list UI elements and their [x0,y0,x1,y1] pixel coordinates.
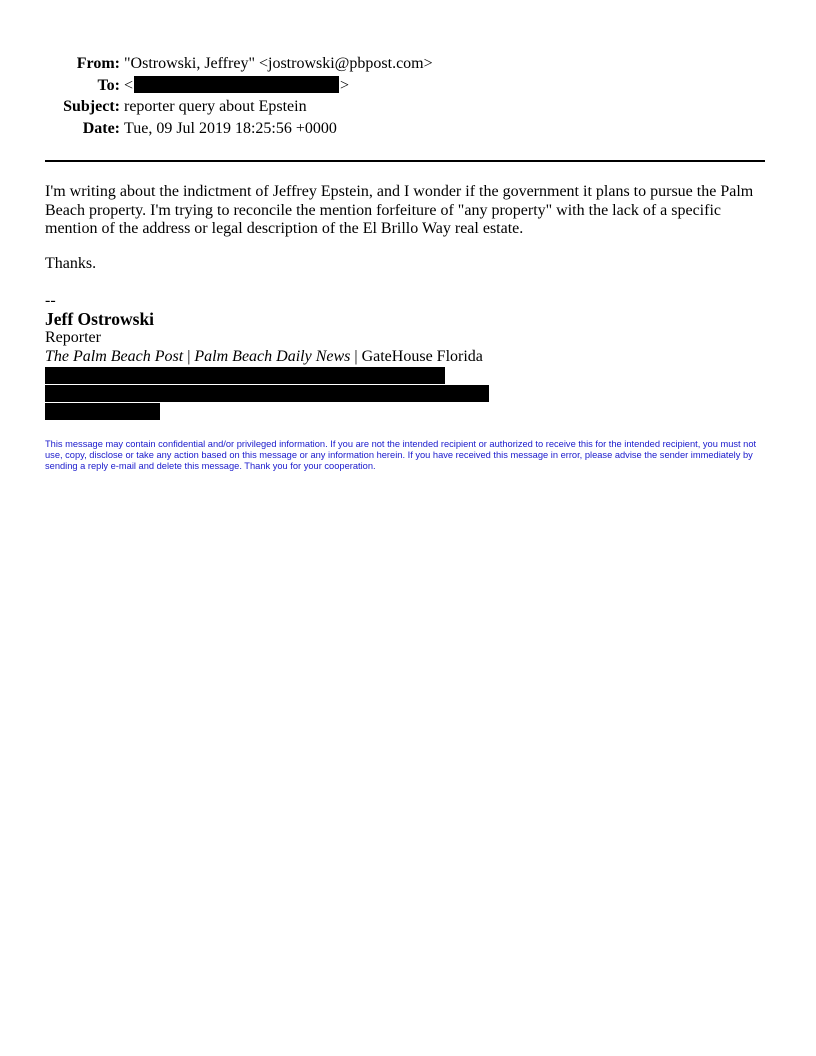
from-value: "Ostrowski, Jeffrey" <jostrowski@pbpost.com> [124,55,433,72]
to-redaction-block [134,76,339,93]
signature-title: Reporter [45,329,101,346]
signature-redaction-block [45,403,160,420]
header-divider [45,160,765,162]
signature-organization [45,348,785,367]
confidentiality-disclaimer: This message may contain confidential and/or privileged information. If you are not the intended recipient or authorized to receive this for the intended recipient, you must not use, copy, disclose or take any action based on this message or any information herein. If you have received this message in error, please advise the sender immediately by sending a reply e-mail and delete this message. Thank you for your cooperation. [45,439,757,471]
org-separator: | [350,347,362,365]
organization-name: GateHouse Florida [361,347,483,365]
signature-name: Jeff Ostrowski [45,309,155,329]
signature-redaction-block [45,367,445,384]
to-value [124,75,349,97]
subject-value: reporter query about Epstein [124,98,307,115]
to-suffix: > [340,76,350,94]
to-prefix: < [124,76,134,94]
to-row [0,75,816,97]
email-header [0,53,816,139]
date-value: Tue, 09 Jul 2019 18:25:56 +0000 [124,119,337,137]
org-separator: | [183,347,195,365]
from-row [0,53,816,75]
subject-row [0,96,816,118]
message-paragraph: I'm writing about the indictment of Jeffrey Epstein, and I wonder if the government it plans to pursue the Palm Beach property. I'm trying to reconcile the mention forfeiture of "any property" with the lack of a specific mention of the address or legal description of the El Brillo Way real estate. [45,183,754,237]
date-row [0,118,816,140]
from-label: From: [76,55,120,72]
message-body [45,183,770,239]
publication-palm-beach-daily-news: Palm Beach Daily News [194,347,351,365]
signature-redaction-block [45,385,489,402]
date-label: Date: [82,119,120,137]
subject-label: Subject: [63,98,120,115]
publication-palm-beach-post: The Palm Beach Post [45,347,184,365]
message-closing: Thanks. [45,255,97,272]
signature-block [45,292,785,366]
signature-separator: -- [45,292,56,309]
to-label: To: [97,76,120,94]
